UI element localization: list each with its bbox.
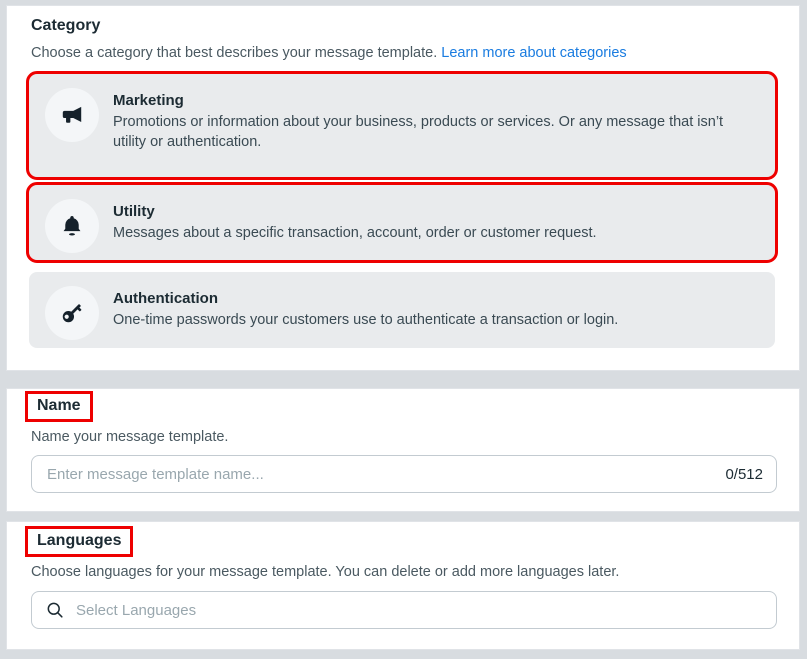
category-description	[31, 44, 627, 63]
marketing-option-description: Promotions or information about your business, products or services. Or any message that isn’t utility or authentication.	[113, 114, 724, 150]
name-description: Name your message template.	[31, 429, 229, 445]
key-icon	[45, 286, 99, 340]
languages-section	[6, 521, 800, 650]
category-option-utility[interactable]	[29, 185, 775, 260]
utility-text-block	[113, 199, 597, 243]
languages-title: Languages	[25, 526, 133, 557]
languages-description: Choose languages for your message template. You can delete or add more languages later.	[31, 564, 620, 580]
name-section	[6, 388, 800, 512]
category-title: Category	[31, 17, 101, 34]
category-option-marketing[interactable]	[29, 74, 775, 177]
learn-more-link[interactable]: Learn more about categories	[441, 45, 627, 61]
languages-select-field	[31, 591, 777, 629]
category-description-text: Choose a category that best describes your message template.	[31, 45, 442, 61]
char-counter: 0/512	[725, 465, 763, 483]
category-section	[6, 5, 800, 371]
megaphone-icon	[45, 88, 99, 142]
marketing-text-block	[113, 88, 759, 152]
authentication-text-block	[113, 286, 618, 330]
category-option-authentication[interactable]	[29, 272, 775, 348]
name-title: Name	[25, 391, 93, 422]
bell-icon	[45, 199, 99, 253]
marketing-option-title: Marketing	[113, 92, 184, 109]
authentication-option-description: One-time passwords your customers use to authenticate a transaction or login.	[113, 312, 619, 328]
template-name-field	[31, 455, 777, 493]
utility-option-title: Utility	[113, 203, 155, 220]
utility-option-description: Messages about a specific transaction, account, order or customer request.	[113, 225, 597, 241]
authentication-option-title: Authentication	[113, 290, 218, 307]
magnifier-icon	[45, 600, 65, 620]
template-name-input[interactable]	[45, 465, 715, 484]
languages-search-input[interactable]	[74, 601, 763, 620]
